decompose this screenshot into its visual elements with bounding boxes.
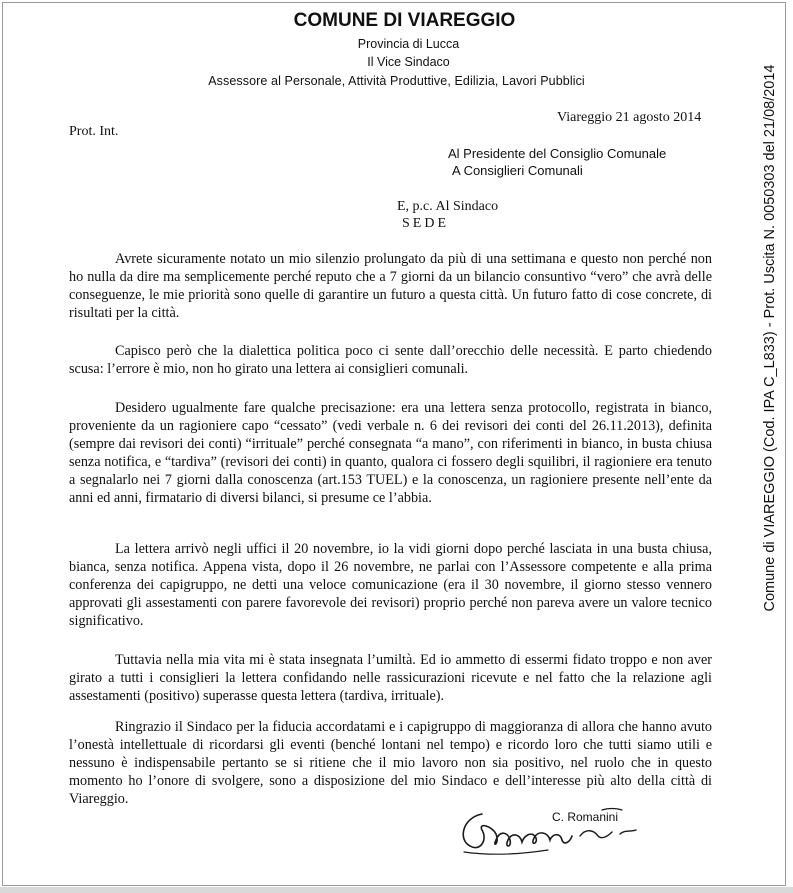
handwritten-signature	[452, 800, 642, 860]
cc-line-2: SEDE	[402, 216, 449, 231]
letter-paragraph	[69, 250, 712, 322]
letter-paragraph	[69, 718, 712, 808]
signer-name: C. Romanini	[552, 810, 619, 824]
paragraph-text: Capisco però che la dialettica politica poco ci sente dall’orecchio delle necessità. E parto chiedendo scusa: l’errore è mio, non ho girato una lettera ai consiglieri comunali.	[69, 343, 712, 377]
letter-paragraph	[69, 540, 712, 630]
cc-line-1: E, p.c. Al Sindaco	[397, 199, 499, 214]
municipality-title: COMUNE DI VIAREGGIO	[293, 10, 516, 31]
province-line: Provincia di Lucca	[357, 37, 460, 51]
councillor-portfolio-line: Assessore al Personale, Attività Produttive, Edilizia, Lavori Pubblici	[208, 74, 585, 88]
recipient-line-1: Al Presidente del Consiglio Comunale	[448, 146, 667, 161]
paragraph-text: La lettera arrivò negli uffici il 20 novembre, io la vidi giorni dopo perché lasciata in una busta chiusa, bianca, senza notifica. Appena vista, dopo il 26 novembre, ne parlai con l’Assessore competente e alla prima conferenza dei capigruppo, ne detti una veloce comunicazione (era il 30 novembre, il giorno stesso vennero approvati gli assestamenti con parere favorevole dei revisori) proprio perché non pareva avere un valore tecnico significativo.	[69, 541, 712, 629]
letter-paragraph	[69, 651, 712, 705]
letter-paragraph	[69, 342, 712, 378]
recipient-line-2: A Consiglieri Comunali	[452, 163, 583, 178]
paragraph-text: Desidero ugualmente fare qualche precisazione: era una lettera senza protocollo, registrata in bianco, proveniente da un ragioniere capo “cessato” (vedi verbale n. 6 dei revisori dei conti del 26.11.2013), definita (sempre dai revisori dei conti) “irrituale” perché consegnata “a mano”, con riferimenti in bianco, in busta chiusa senza notifica, e “tardiva” (revisori dei conti) in quanto, qualora ci fossero degli squilibri, il ragioniere era tenuto a segnalarlo nei 7 giorni dalla conoscenza (art.153 TUEL) e la conoscenza, un ragioniere presente nell’ente da anni ed anni, firmatario di diversi bilanci, si presume ce l’abbia.	[69, 400, 712, 506]
vice-mayor-line: Il Vice Sindaco	[367, 55, 450, 69]
protocol-label: Prot. Int.	[69, 124, 119, 139]
paragraph-text: Ringrazio il Sindaco per la fiducia accordatami e i capigruppo di maggioranza di allora che hanno avuto l’onestà intellettuale di ricordarsi gli eventi (benché lontani nel tempo) e ricordo loro che tutti siamo utili e nessuno è indispensabile pertanto se si ritiene che il mio lavoro non sia positivo, nel ruolo che in questo momento ho l’onore di svolgere, sono a disposizione del mio Sindaco e dell’interesse più alto della città di Viareggio.	[69, 719, 712, 807]
paragraph-text: Avrete sicuramente notato un mio silenzio prolungato da più di una settimana e questo non perché non ho nulla da dire ma semplicemente perché reputo che a 7 giorni da un bilancio consuntivo “vero” che avrà delle conseguenze, le mie priorità sono quelle di garantire un futuro a questa città. Un futuro fatto di cose concrete, di risultati per la città.	[69, 251, 712, 321]
letter-date: Viareggio 21 agosto 2014	[557, 110, 702, 125]
page-bottom-edge	[0, 887, 793, 893]
protocol-stamp: Comune di VIAREGGIO (Cod. IPA C_L833) - Prot. Uscita N. 0050303 del 21/08/2014	[762, 64, 778, 612]
letter-paragraph	[69, 399, 712, 507]
paragraph-text: Tuttavia nella mia vita mi è stata insegnata l’umiltà. Ed io ammetto di essermi fidato troppo e non aver girato a tutti i consiglieri la lettera confidando nelle rassicurazioni ricevute e nel fatto che la relazione agli assestamenti (positivo) superasse questa lettera (tardiva, irrituale).	[69, 652, 712, 704]
